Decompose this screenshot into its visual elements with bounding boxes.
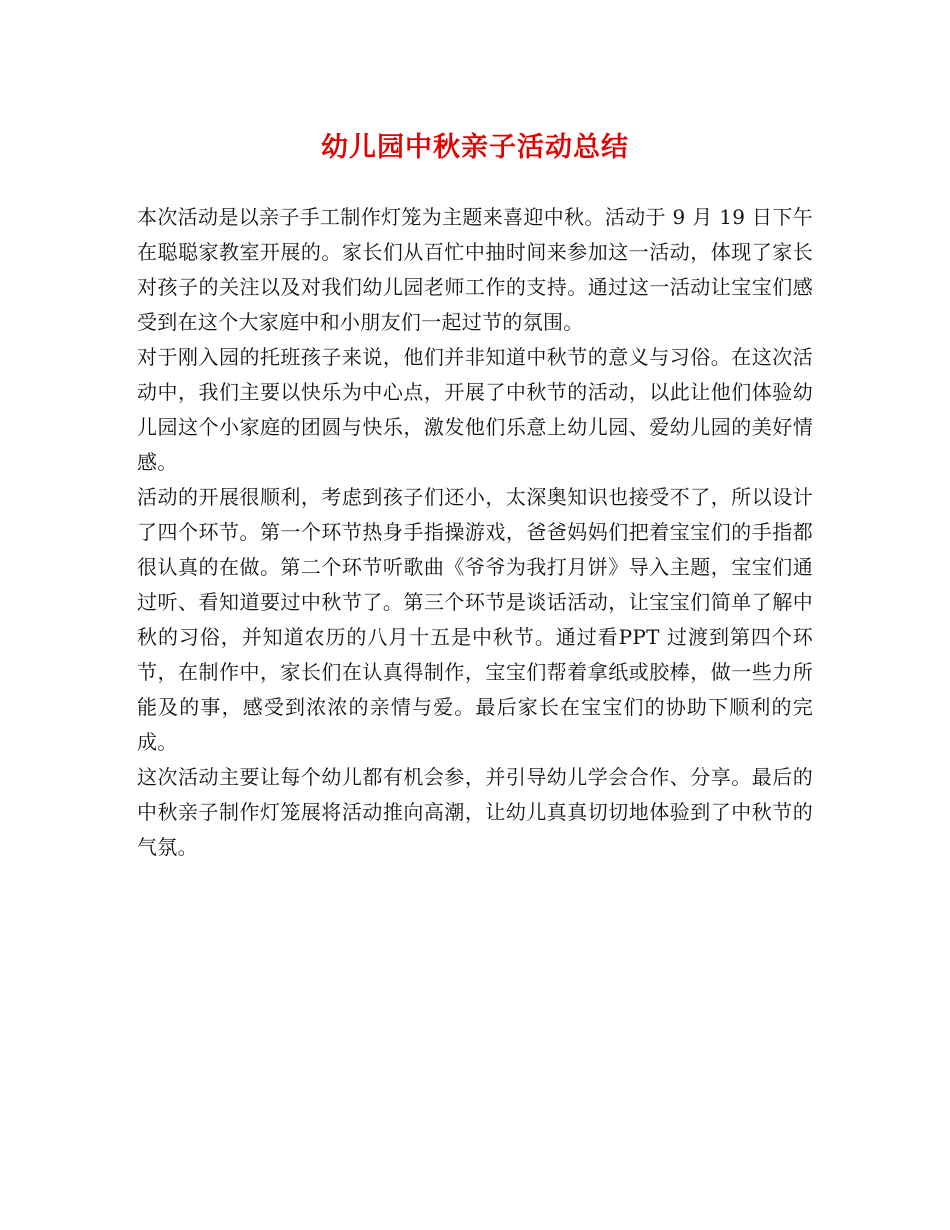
document-body	[137, 200, 813, 865]
paragraph-1: 本次活动是以亲子手工制作灯笼为主题来喜迎中秋。活动于 9 月 19 日下午在聪聪家教室开展的。家长们从百忙中抽时间来参加这一活动，体现了家长对孩子的关注以及对我们幼儿园老师工作的支持。通过这一活动让宝宝们感受到在这个大家庭中和小朋友们一起过节的氛围。	[137, 205, 813, 334]
paragraph-3: 活动的开展很顺利，考虑到孩子们还小，太深奥知识也接受不了，所以设计了四个环节。第一个环节热身手指操游戏，爸爸妈妈们把着宝宝们的手指都很认真的在做。第二个环节听歌曲《爷爷为我打月饼》导入主题，宝宝们通过听、看知道要过中秋节了。第三个环节是谈话活动，让宝宝们简单了解中秋的习俗，并知道农历的八月十五是中秋节。通过看PPT 过渡到第四个环节，在制作中，家长们在认真得制作，宝宝们帮着拿纸或胶棒，做一些力所能及的事，感受到浓浓的亲情与爱。最后家长在宝宝们的协助下顺利的完成。	[137, 485, 813, 754]
paragraph-4: 这次活动主要让每个幼儿都有机会参，并引导幼儿学会合作、分享。最后的中秋亲子制作灯笼展将活动推向高潮，让幼儿真真切切地体验到了中秋节的气氛。	[137, 765, 813, 859]
document-title: 幼儿园中秋亲子活动总结	[321, 132, 629, 163]
paragraph-2: 对于刚入园的托班孩子来说，他们并非知道中秋节的意义与习俗。在这次活动中，我们主要以快乐为中心点，开展了中秋节的活动，以此让他们体验幼儿园这个小家庭的团圆与快乐，激发他们乐意上幼儿园、爱幼儿园的美好情感。	[137, 345, 813, 474]
